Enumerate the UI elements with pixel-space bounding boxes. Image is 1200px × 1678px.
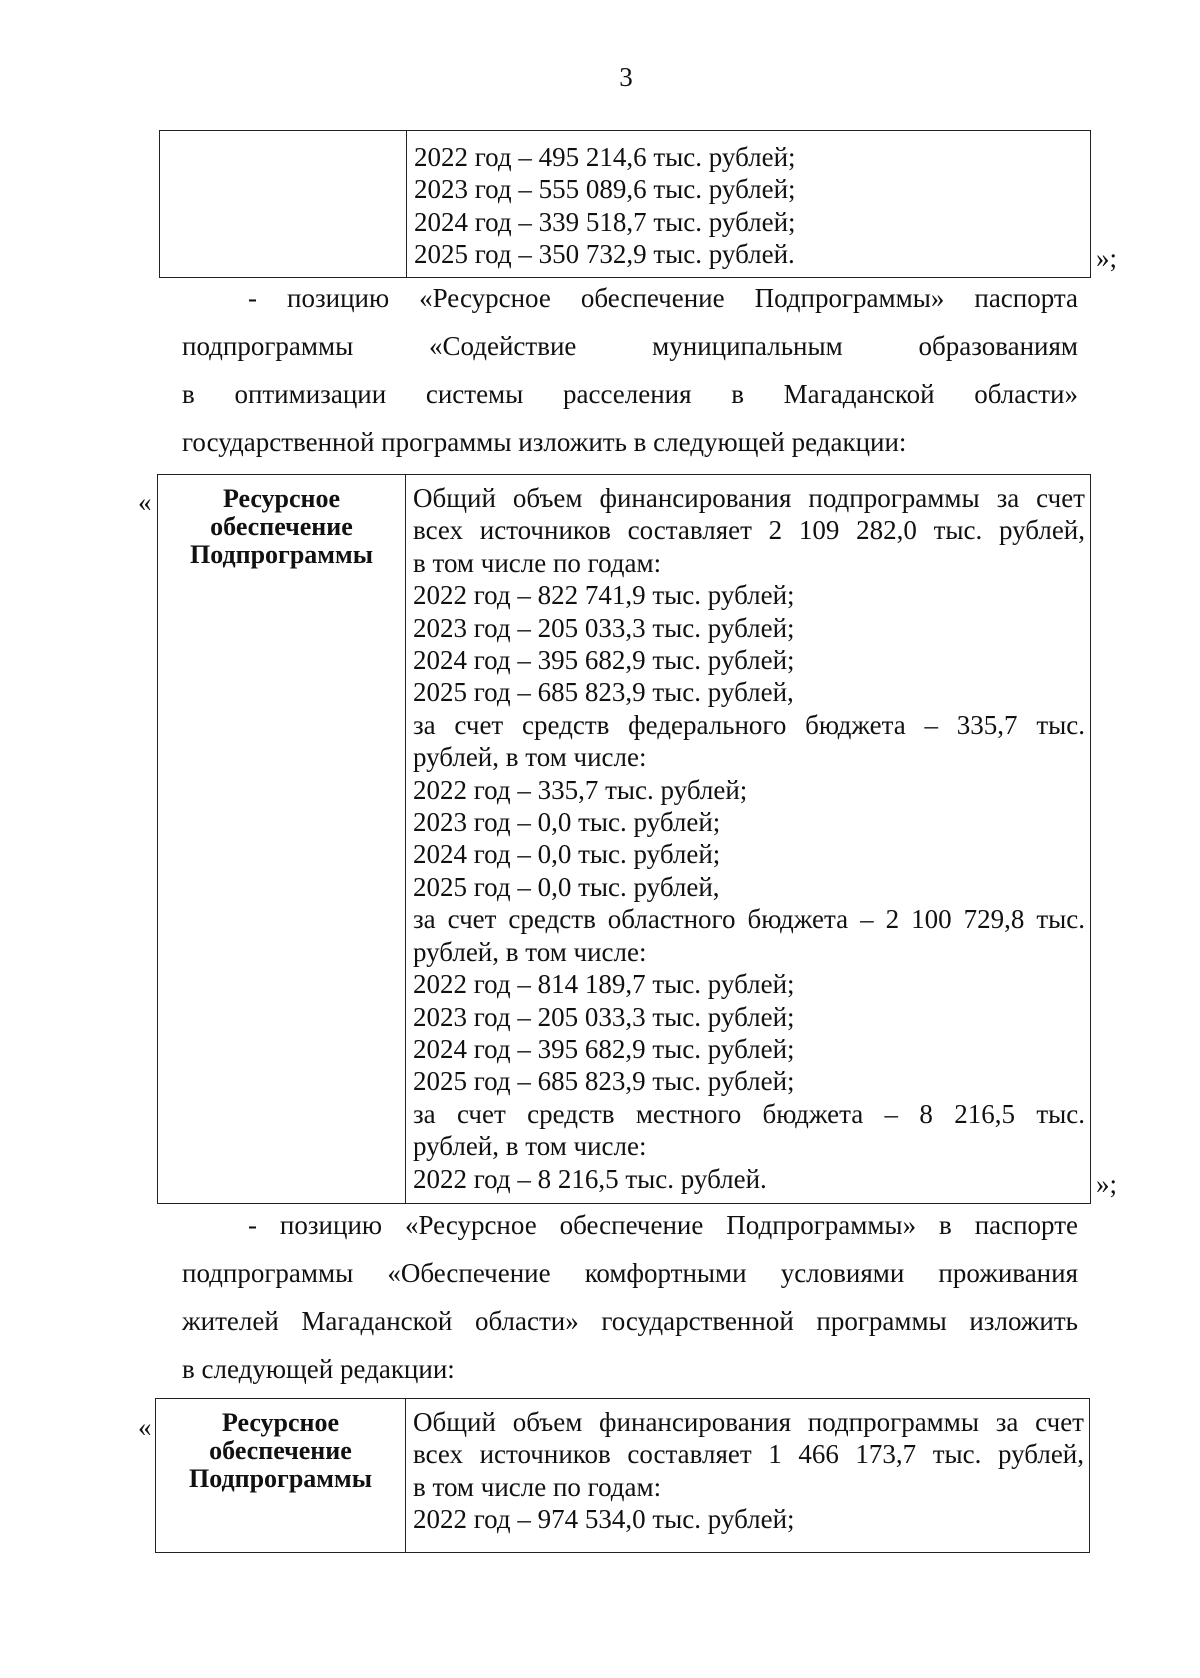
table-line: 2023 год – 205 033,3 тыс. рублей; <box>413 612 795 643</box>
table-line: 2022 год – 495 214,6 тыс. рублей; <box>414 142 796 172</box>
paragraph-line: подпрограммы «Содействие муниципальным образованиям <box>182 331 1078 361</box>
table-right-cell <box>406 475 1090 1203</box>
table-line: 2024 год – 395 682,9 тыс. рублей; <box>413 1033 795 1064</box>
table-left-cell <box>156 1399 406 1552</box>
table-line: рублей, в том числе: <box>413 1131 647 1162</box>
paragraph-line: в оптимизации системы расселения в Магаданской области» <box>182 379 1078 409</box>
table-line: 2023 год – 555 089,6 тыс. рублей; <box>414 174 796 205</box>
paragraph-line: в следующей редакции: <box>182 1354 455 1384</box>
table-left-cell <box>158 475 406 1203</box>
table-line: 2025 год – 685 823,9 тыс. рублей; <box>413 1066 795 1097</box>
table-line: в том числе по годам: <box>413 1471 662 1502</box>
table-line: 2025 год – 350 732,9 тыс. рублей. <box>414 239 795 270</box>
table-right-cell <box>407 131 1090 277</box>
table-line: 2025 год – 0,0 тыс. рублей, <box>413 871 720 902</box>
table-line: за счет средств местного бюджета – 8 216,5 тыс. <box>413 1098 1085 1129</box>
table-line: 2023 год – 205 033,3 тыс. рублей; <box>413 1001 795 1032</box>
table-line: за счет средств областного бюджета – 2 100 729,8 тыс. <box>413 904 1085 935</box>
table-line: в том числе по годам: <box>413 547 662 578</box>
table-right-cell <box>406 1399 1089 1552</box>
table-line: всех источников составляет 1 466 173,7 тыс. рублей, <box>413 1439 1084 1470</box>
table-line: 2022 год – 822 741,9 тыс. рублей; <box>413 580 795 611</box>
table-line: рублей, в том числе: <box>413 742 647 773</box>
table-line: 2022 год – 8 216,5 тыс. рублей. <box>413 1163 767 1194</box>
paragraph-line: подпрограммы «Обеспечение комфортными условиями проживания <box>182 1258 1078 1288</box>
closing-quote: »; <box>1096 1169 1118 1199</box>
resource-table-continued <box>159 130 1091 278</box>
instruction-paragraph-1 <box>182 274 1078 466</box>
table-line: 2024 год – 0,0 тыс. рублей; <box>413 839 721 870</box>
closing-quote: »; <box>1096 243 1118 273</box>
resource-table-comfort <box>155 1398 1090 1553</box>
table-line: 2025 год – 685 823,9 тыс. рублей, <box>413 677 794 708</box>
table-line: 2022 год – 814 189,7 тыс. рублей; <box>413 969 795 1000</box>
table-line: за счет средств федерального бюджета – 335,7 тыс. <box>413 709 1085 740</box>
table-line: всех источников составляет 2 109 282,0 тыс. рублей, <box>413 515 1085 546</box>
table-line: Общий объем финансирования подпрограммы за счет <box>413 1407 1084 1437</box>
page-number: 3 <box>619 62 633 92</box>
instruction-paragraph-2 <box>182 1201 1078 1393</box>
table-line: 2023 год – 0,0 тыс. рублей; <box>413 807 721 838</box>
resource-table-settlement <box>157 474 1091 1204</box>
table-left-cell-empty <box>160 131 407 277</box>
table-line: Общий объем финансирования подпрограммы за счет <box>413 483 1085 513</box>
opening-quote: « <box>138 1412 152 1442</box>
paragraph-line: государственной программы изложить в следующей редакции: <box>182 427 907 457</box>
resource-provision-heading: Ресурсное обеспечение Подпрограммы <box>188 1408 373 1493</box>
table-line: 2022 год – 335,7 тыс. рублей; <box>413 774 748 805</box>
paragraph-line: - позицию «Ресурсное обеспечение Подпрограммы» паспорта <box>248 283 1078 313</box>
resource-provision-heading: Ресурсное обеспечение Подпрограммы <box>189 484 374 569</box>
opening-quote: « <box>138 487 152 517</box>
table-line: 2022 год – 974 534,0 тыс. рублей; <box>413 1504 795 1535</box>
table-line: рублей, в том числе: <box>413 936 647 967</box>
table-line: 2024 год – 395 682,9 тыс. рублей; <box>413 645 795 676</box>
table-line: 2024 год – 339 518,7 тыс. рублей; <box>414 206 796 237</box>
paragraph-line: жителей Магаданской области» государственной программы изложить <box>182 1306 1078 1336</box>
paragraph-line: - позицию «Ресурсное обеспечение Подпрограммы» в паспорте <box>248 1210 1078 1240</box>
